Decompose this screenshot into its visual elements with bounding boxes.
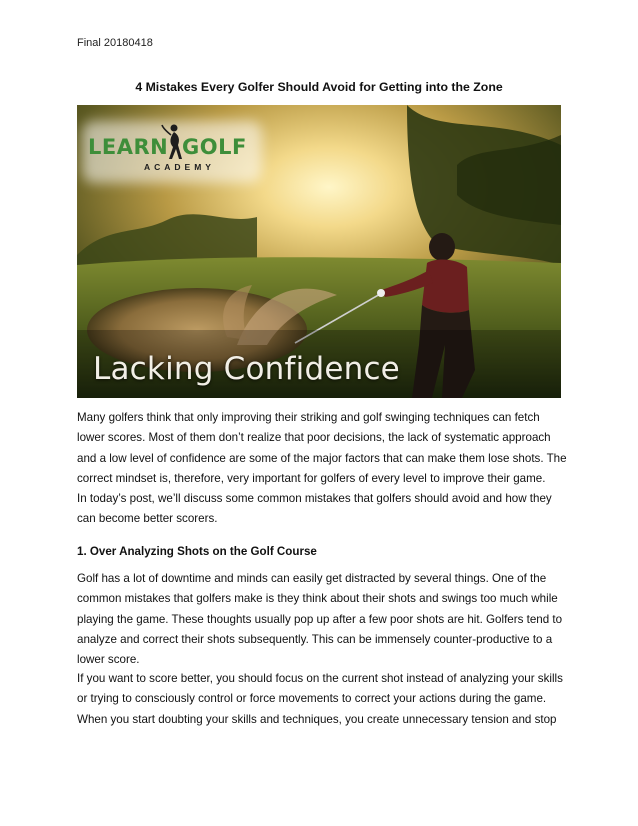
paragraph-intro: Many golfers think that only improving their striking and golf swinging techniques can fetch lower scores. Most of them don’t realize that poor decisions, the lack of systematic approach and a low level of confidence are some of the major factors that can make them lose shots. The correct mindset is, therefore, very important for golfers of every level to improve their game.: [77, 411, 567, 485]
logo-word-learn: LEARN: [88, 135, 169, 159]
document-header-note: Final 20180418: [77, 37, 153, 49]
section-heading-1: 1. Over Analyzing Shots on the Golf Course: [77, 545, 317, 558]
logo-word-golf: GOLF: [182, 135, 247, 159]
logo-subtitle-academy: ACADEMY: [144, 162, 215, 172]
document-title: 4 Mistakes Every Golfer Should Avoid for Getting into the Zone: [135, 80, 503, 94]
hero-image: [77, 105, 561, 398]
hero-caption: Lacking Confidence: [93, 351, 400, 387]
paragraph-overview: In today’s post, we’ll discuss some common mistakes that golfers should avoid and how they can become better scorers.: [77, 492, 552, 526]
paragraph-section-1b: If you want to score better, you should focus on the current shot instead of analyzing your skills or trying to consciously control or force movements to correct your actions during the game. When you start doubting your skills and techniques, you create unnecessary tension and stop: [77, 672, 563, 726]
paragraph-section-1a: Golf has a lot of downtime and minds can easily get distracted by several things. One of the common mistakes that golfers make is they think about their shots and swings too much while playing the game. These thoughts usually pop up after a few poor shots are hit. Golfers tend to analyze and correct their shots subsequently. This can be immensely counter-productive to a lower score.: [77, 572, 563, 667]
learn-golf-academy-logo: [86, 117, 256, 187]
